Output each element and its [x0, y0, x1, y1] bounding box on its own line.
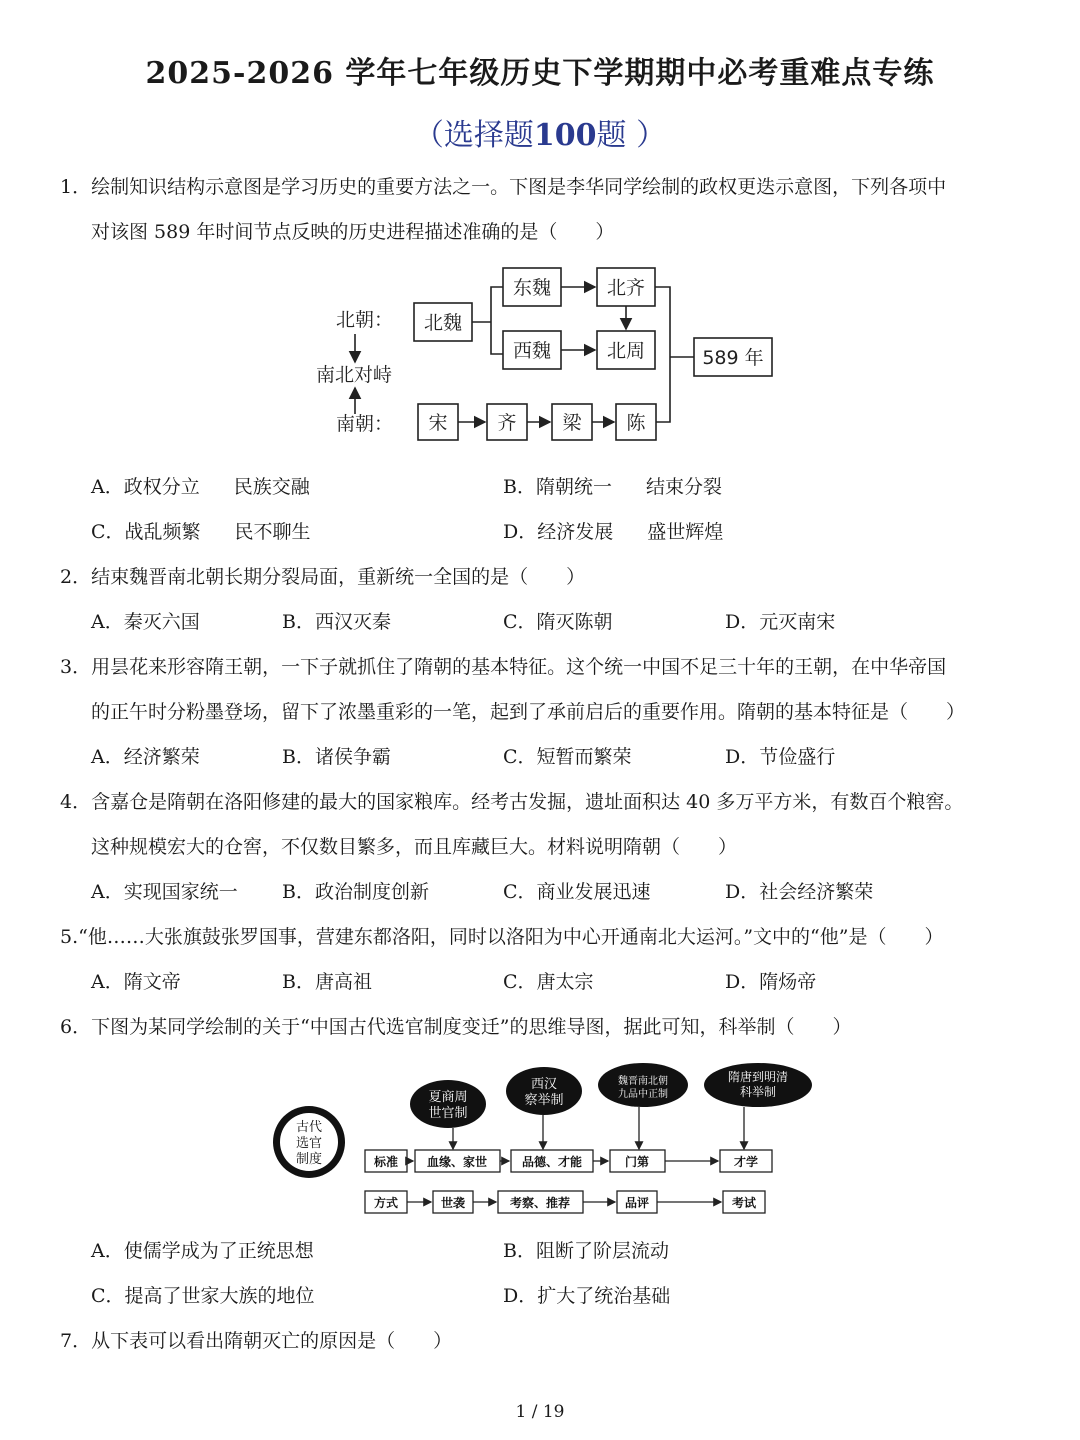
question-4-line-1: 4．含嘉仓是隋朝在洛阳修建的最大的国家粮库。经考古发掘，遗址面积达 40 多万平方米，有数百个粮窖。 [60, 791, 964, 813]
question-3-line-2: 的正午时分粉墨登场，留下了浓墨重彩的一笔，起到了承前启后的重要作用。隋朝的基本特征是（ ） [91, 701, 966, 723]
q4-option-d[interactable]: D．社会经济繁荣 [725, 881, 874, 903]
era-4-line-1: 隋唐到明清 [727, 1070, 789, 1084]
document-subtitle: （选择题100题 ） [413, 118, 667, 153]
standard-2: 品德、才能 [521, 1155, 583, 1169]
duizhi-label: 南北对峙 [316, 364, 393, 386]
q3-option-a[interactable]: A．经济繁荣 [91, 746, 200, 768]
q5-option-b[interactable]: B．唐高祖 [282, 971, 372, 993]
era-2-line-2: 察举制 [524, 1093, 564, 1108]
q1-option-b[interactable]: B．隋朝统一 结束分裂 [503, 476, 722, 498]
standard-1: 血缘、家世 [426, 1155, 488, 1169]
method-1: 世袭 [440, 1196, 466, 1210]
qi-box: 齐 [497, 412, 517, 434]
q4-option-c[interactable]: C．商业发展迅速 [503, 881, 651, 903]
beichao-label: 北朝： [336, 309, 394, 331]
center-line-1: 古代 [295, 1120, 323, 1135]
beizhou-box: 北周 [606, 340, 646, 362]
xiwei-box: 西魏 [512, 340, 552, 362]
question-7-line-1: 7．从下表可以看出隋朝灭亡的原因是（ ） [60, 1330, 453, 1352]
method-4: 考试 [731, 1196, 757, 1210]
q3-option-c[interactable]: C．短暂而繁荣 [503, 746, 632, 768]
q6-option-b[interactable]: B．阻断了阶层流动 [503, 1240, 669, 1262]
song-box: 宋 [428, 412, 448, 434]
q3-option-b[interactable]: B．诸侯争霸 [282, 746, 391, 768]
era-4-line-2: 科举制 [739, 1085, 777, 1099]
q4-option-b[interactable]: B．政治制度创新 [282, 881, 429, 903]
dongwei-box: 东魏 [512, 277, 552, 299]
q2-option-c[interactable]: C．隋灭陈朝 [503, 611, 613, 633]
regime-succession-diagram [300, 258, 790, 458]
question-4-line-2: 这种规模宏大的仓窖，不仅数目繁多，而且库藏巨大。材料说明隋朝（ ） [91, 836, 738, 858]
q6-option-c[interactable]: C．提高了世家大族的地位 [91, 1285, 315, 1307]
q2-option-d[interactable]: D．元灭南宋 [725, 611, 836, 633]
method-2: 考察、推荐 [509, 1196, 571, 1210]
q1-option-a[interactable]: A．政权分立 民族交融 [91, 476, 310, 498]
q1-option-c[interactable]: C．战乱频繁 民不聊生 [91, 521, 311, 543]
row-method-label: 方式 [373, 1196, 399, 1210]
q5-option-c[interactable]: C．唐太宗 [503, 971, 594, 993]
official-selection-mindmap [268, 1060, 818, 1222]
q6-option-a[interactable]: A．使儒学成为了正统思想 [91, 1240, 314, 1262]
row-standard-label: 标准 [373, 1155, 399, 1169]
beiwei-box: 北魏 [423, 312, 463, 334]
page-number: 1 / 19 [515, 1402, 565, 1422]
question-3-line-1: 3．用昙花来形容隋王朝，一下子就抓住了隋朝的基本特征。这个统一中国不足三十年的王朝，在中华帝国 [60, 656, 947, 678]
question-1-line-2: 对该图 589 年时间节点反映的历史进程描述准确的是（ ） [91, 221, 615, 243]
question-2-line-1: 2．结束魏晋南北朝长期分裂局面，重新统一全国的是（ ） [60, 566, 586, 588]
era-1-line-1: 夏商周 [428, 1090, 468, 1105]
era-2-line-1: 西汉 [530, 1077, 558, 1092]
q1-option-d[interactable]: D．经济发展 盛世辉煌 [503, 521, 724, 543]
q5-option-a[interactable]: A．隋文帝 [91, 971, 181, 993]
q4-option-a[interactable]: A．实现国家统一 [91, 881, 238, 903]
method-3: 品评 [624, 1196, 650, 1210]
q2-option-b[interactable]: B．西汉灭秦 [282, 611, 391, 633]
nanchao-label: 南朝： [336, 413, 394, 435]
q5-option-d[interactable]: D．隋炀帝 [725, 971, 817, 993]
year-589-box: 589 年 [702, 347, 764, 369]
center-line-3: 制度 [295, 1152, 323, 1167]
question-5-line-1: 5.“他……大张旗鼓张罗国事，营建东都洛阳，同时以洛阳为中心开通南北大运河。”文中的“他”是（ ） [60, 926, 944, 948]
document-title: 2025-2026 学年七年级历史下学期期中必考重难点专练 [145, 56, 935, 91]
beiqi-box: 北齐 [606, 277, 646, 299]
chen-box: 陈 [626, 412, 646, 434]
era-3-line-1: 魏晋南北朝 [618, 1076, 668, 1087]
era-3-line-2: 九品中正制 [618, 1089, 668, 1100]
question-1-line-1: 1．绘制知识结构示意图是学习历史的重要方法之一。下图是李华同学绘制的政权更迭示意图，下列各项中 [60, 176, 947, 198]
q3-option-d[interactable]: D．节俭盛行 [725, 746, 836, 768]
standard-3: 门第 [624, 1155, 650, 1169]
standard-4: 才学 [733, 1155, 759, 1169]
question-6-line-1: 6．下图为某同学绘制的关于“中国古代选官制度变迁”的思维导图，据此可知，科举制（ ） [60, 1016, 852, 1038]
era-1-line-2: 世官制 [428, 1106, 468, 1121]
q2-option-a[interactable]: A．秦灭六国 [91, 611, 200, 633]
center-line-2: 选官 [295, 1136, 323, 1151]
q6-option-d[interactable]: D．扩大了统治基础 [503, 1285, 671, 1307]
liang-box: 梁 [562, 412, 582, 434]
